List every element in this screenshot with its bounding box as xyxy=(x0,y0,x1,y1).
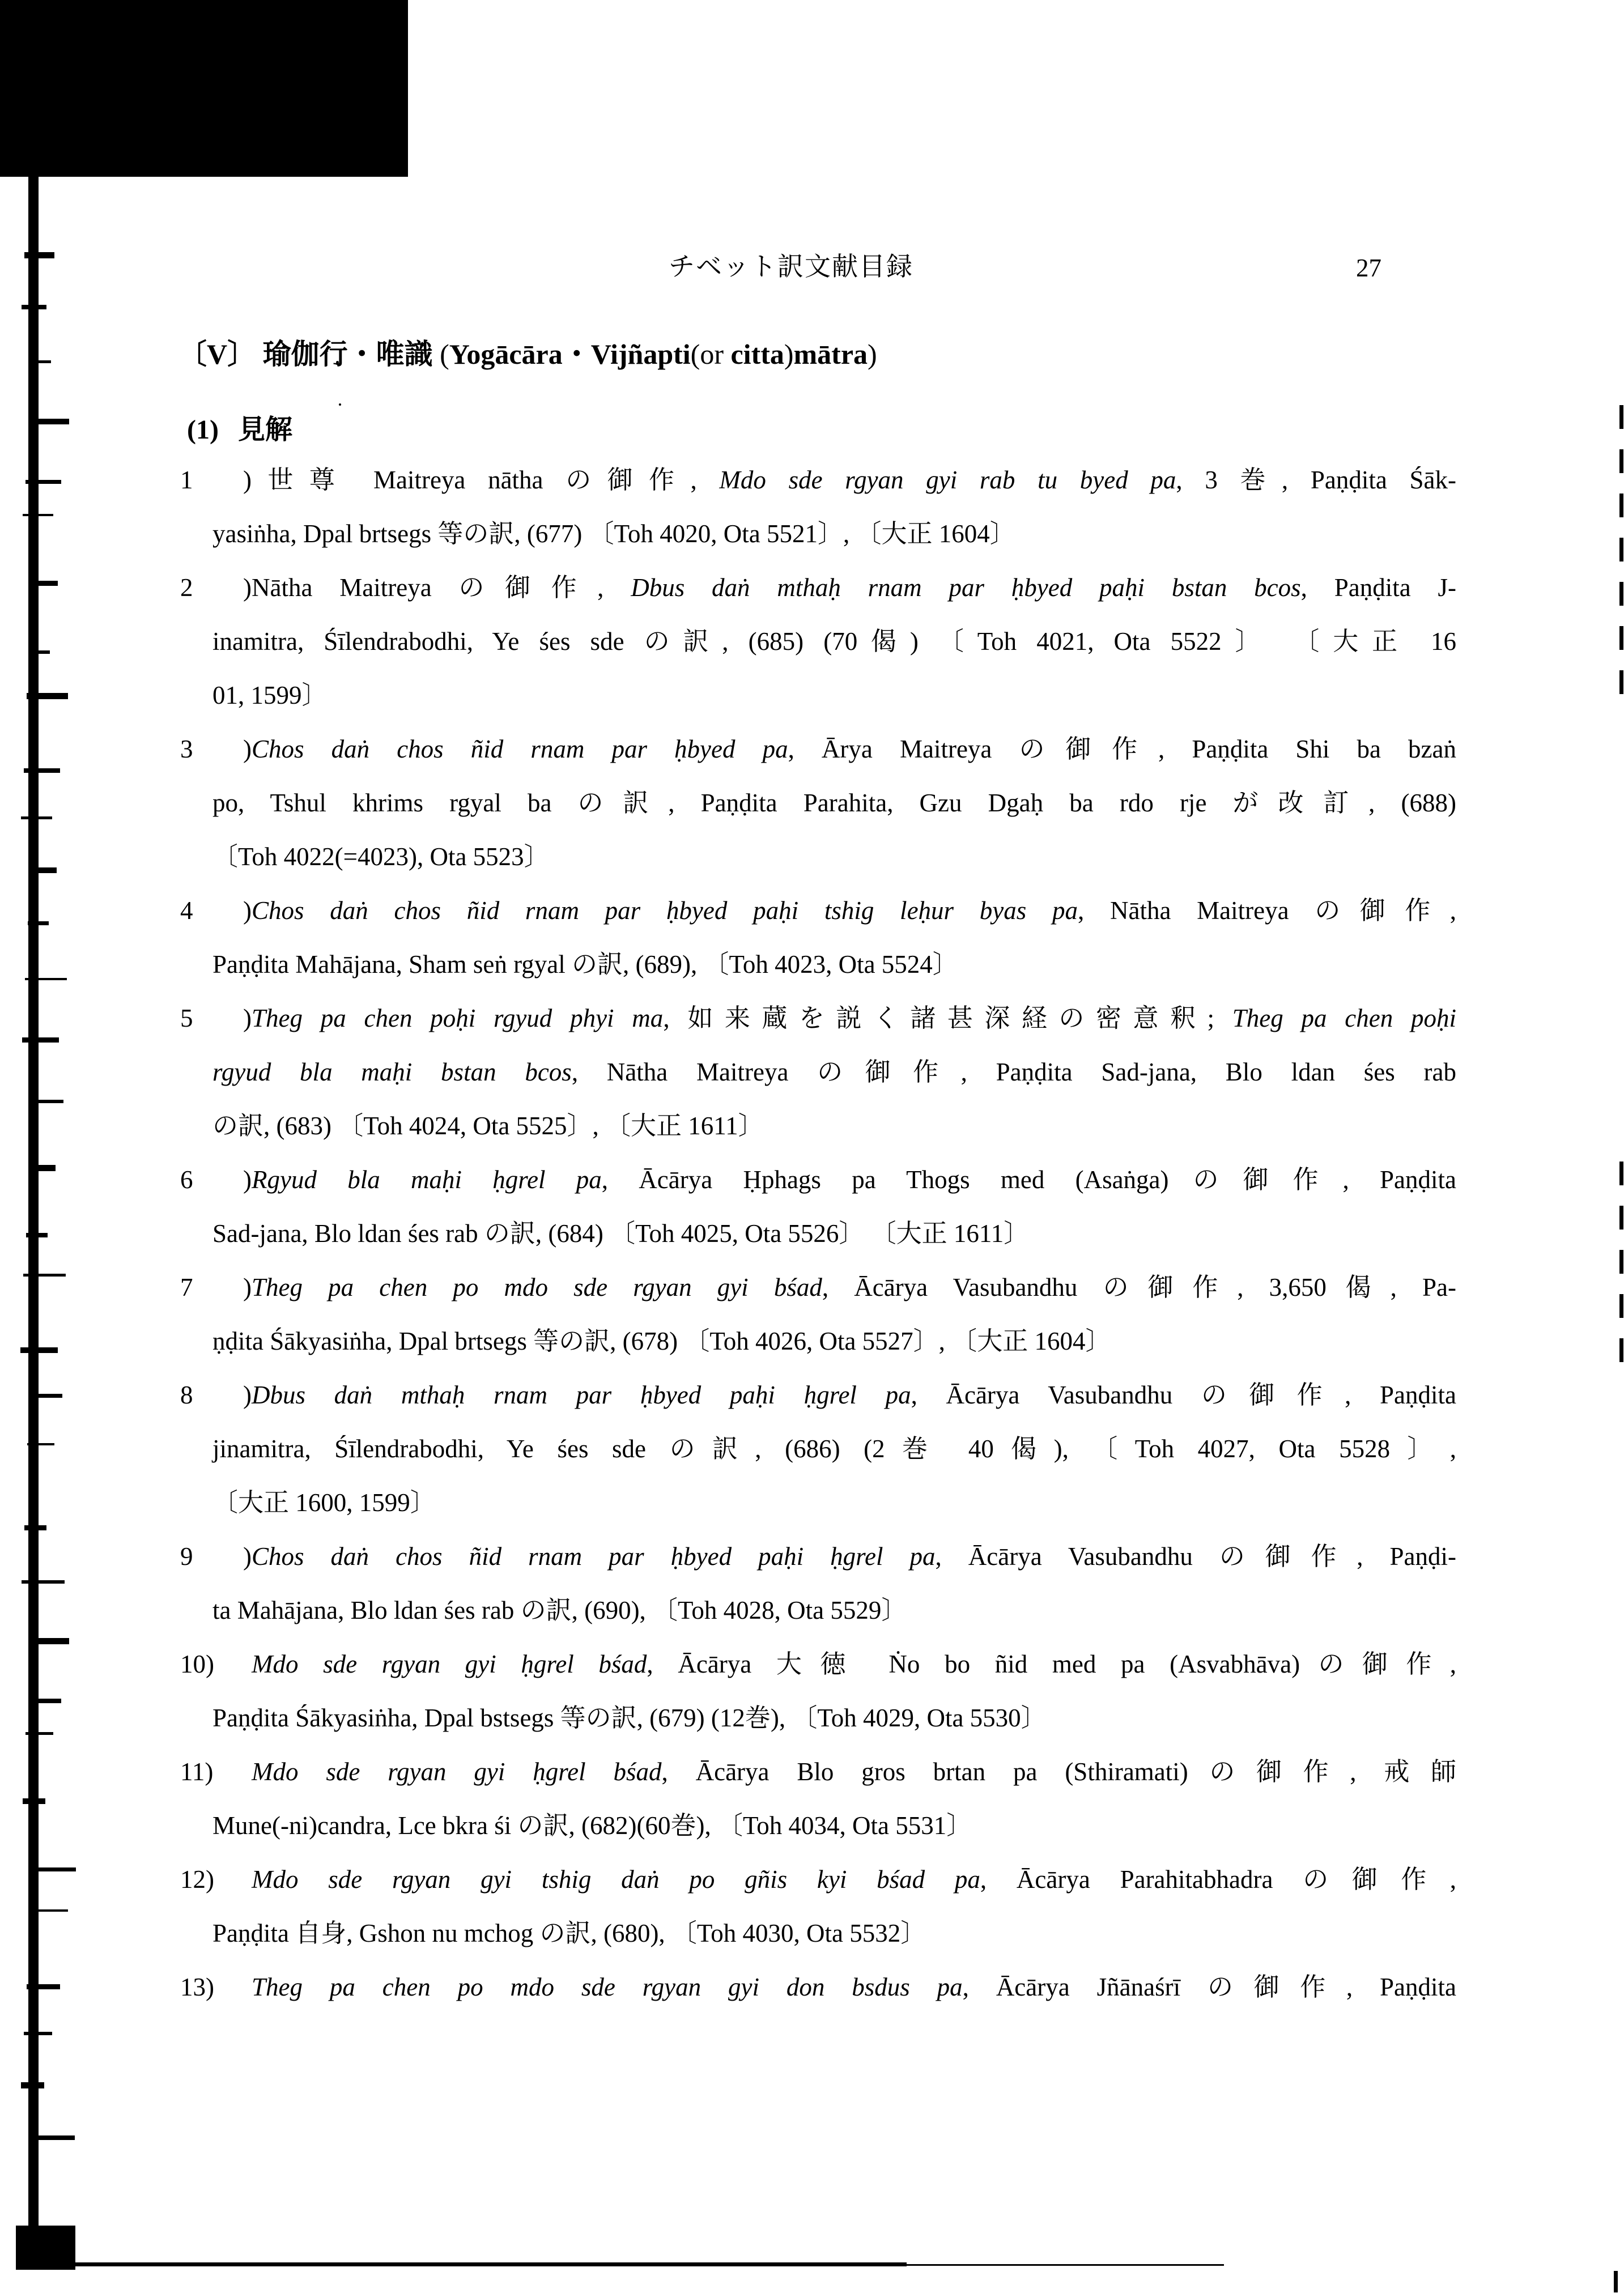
text-run: jinamitra, Śīlendrabodhi, Ye śes sde の訳, (686) (2巻 40偈), 〔Toh 4027, Ota 5528〕, xyxy=(212,1435,1456,1463)
text-run: , Ācārya Ḥphags pa Thogs med (Asaṅga)の御作, Paṇḍita xyxy=(601,1165,1456,1194)
bibliography-item xyxy=(180,1960,1457,2014)
text-run: , Ācārya Parahitabhadra の御作, xyxy=(980,1865,1456,1894)
text-run: ta Mahājana, Blo ldan śes rab の訳, (690), 〔Toh 4028, Ota 5529〕 xyxy=(212,1596,907,1624)
binding-tick xyxy=(24,1525,46,1530)
item-number: 8 ) xyxy=(180,1381,252,1409)
item-continuation-line xyxy=(212,1907,1456,1960)
text-run: Mune(-ni)candra, Lce bkra śi の訳, (682)(60巻), 〔Toh 4034, Ota 5531〕 xyxy=(212,1811,972,1840)
item-continuation-line xyxy=(212,1099,1456,1153)
text-run: の訳, (683) 〔Toh 4024, Ota 5525〕, 〔大正 1611〕 xyxy=(212,1112,764,1140)
item-first-line xyxy=(180,992,1456,1045)
item-first-line xyxy=(180,1368,1456,1422)
binding-tick xyxy=(28,921,49,925)
item-number: 6 ) xyxy=(180,1165,252,1194)
item-first-line xyxy=(180,1530,1456,1584)
text-run: yasiṅha, Dpal brtsegs 等の訳, (677) 〔Toh 4020, Ota 5521〕, 〔大正 1604〕 xyxy=(212,520,1015,548)
item-number: 4 ) xyxy=(180,896,252,925)
binding-tick xyxy=(31,1638,69,1644)
binding-tick xyxy=(25,1732,53,1735)
text-run: Nātha Maitreya の御作, xyxy=(252,573,631,602)
bibliography-item xyxy=(180,1368,1456,1530)
text-run: 〔Toh 4022(=4023), Ota 5523〕 xyxy=(212,843,550,871)
text-run: (or xyxy=(690,338,731,370)
text-run: ) xyxy=(784,338,794,370)
text-run: Mdo sde rgyan gyi ḥgrel bśad xyxy=(252,1650,647,1678)
text-run: po, Tshul khrims rgyal ba の訳, Paṇḍita Parahita, Gzu Dgaḥ ba rdo rje が改訂, (688) xyxy=(212,789,1456,817)
text-run: citta xyxy=(730,338,784,370)
text-run: , 如来蔵を説く諸甚深経の密意釈; xyxy=(663,1004,1232,1032)
page-number: 27 xyxy=(1356,254,1381,282)
item-first-line xyxy=(180,722,1457,776)
item-continuation-line xyxy=(212,669,1456,722)
item-first-line xyxy=(180,453,1456,507)
item-continuation-line xyxy=(212,507,1456,561)
item-first-line xyxy=(180,1853,1456,1907)
subsection-number: (1) xyxy=(187,415,219,445)
item-number: 13) xyxy=(180,1973,214,2001)
bibliography-item xyxy=(180,1853,1456,1960)
running-head-title: チベット訳文献目録 xyxy=(669,252,913,281)
page-bottom-edge-line xyxy=(17,2262,907,2266)
binding-tick xyxy=(29,1165,56,1171)
item-continuation-line xyxy=(212,1476,1456,1530)
binding-tick xyxy=(29,1909,68,1912)
item-continuation-line xyxy=(212,1045,1456,1099)
item-number: 10) xyxy=(180,1650,214,1678)
text-run: ( xyxy=(440,338,449,370)
binding-tick xyxy=(31,360,51,363)
binding-tick xyxy=(23,514,53,516)
bibliography-item xyxy=(180,722,1457,884)
item-continuation-line xyxy=(212,1691,1456,1745)
binding-tick xyxy=(29,650,50,654)
text-run: mātra xyxy=(793,338,868,370)
text-run: 世尊 Maitreya nātha の御作, xyxy=(252,466,720,494)
text-run: Rgyud bla maḥi ḥgrel pa xyxy=(252,1165,602,1194)
text-run: Sad-jana, Blo ldan śes rab の訳, (684) 〔Toh 4025, Ota 5526〕 〔大正 1611〕 xyxy=(212,1219,1030,1248)
item-number: 5 ) xyxy=(180,1004,252,1032)
binding-tick xyxy=(22,305,46,309)
binding-tick xyxy=(24,2032,52,2035)
text-run: 01, 1599〕 xyxy=(212,681,328,709)
item-continuation-line xyxy=(212,1584,1456,1637)
binding-tick xyxy=(30,1394,62,1398)
text-run: Chos daṅ chos ñid rnam par ḥbyed paḥi tshig leḥur byas pa xyxy=(252,896,1078,925)
text-run: Theg pa chen poḥi xyxy=(1232,1004,1456,1032)
text-run: Mdo sde rgyan gyi tshig daṅ po gñis kyi bśad pa xyxy=(252,1865,980,1894)
text-run: , Paṇḍita J- xyxy=(1300,573,1456,602)
item-number: 2 ) xyxy=(180,573,252,602)
text-run: Chos daṅ chos ñid rnam par ḥbyed pa xyxy=(252,735,788,763)
binding-tick xyxy=(30,125,70,130)
text-run: , Ācārya Blo gros brtan pa (Sthiramati)の御作, 戒師 xyxy=(661,1758,1457,1786)
bibliography-item xyxy=(180,1153,1456,1261)
text-run: ) xyxy=(868,338,877,370)
item-first-line xyxy=(180,1153,1456,1207)
item-number: 7 ) xyxy=(180,1273,252,1301)
text-run: , Ācārya 大徳 Ṅo bo ñid med pa (Asvabhāva)の御作, xyxy=(647,1650,1456,1678)
binding-spine-line xyxy=(28,164,39,2249)
text-run: , Nātha Maitreya の御作, Paṇḍita Sad-jana, Blo ldan śes rab xyxy=(571,1058,1456,1086)
text-run: Dbus daṅ mthaḥ rnam par ḥbyed paḥi bstan bcos xyxy=(631,573,1301,602)
page-bottom-edge-line-faint xyxy=(907,2264,1224,2266)
text-run: rgyud bla maḥi bstan bcos xyxy=(212,1058,572,1086)
binding-tick xyxy=(24,768,60,773)
binding-tick xyxy=(31,2135,75,2140)
text-run: , Ācārya Vasubandhu の御作, 3,650偈, Pa- xyxy=(822,1273,1457,1301)
binding-tick xyxy=(31,867,57,873)
binding-tick xyxy=(23,1274,66,1277)
bibliography-item xyxy=(180,561,1456,722)
text-run: ṇḍita Śākyasiṅha, Dpal brtsegs 等の訳, (678) 〔Toh 4026, Ota 5527〕, 〔大正 1604〕 xyxy=(212,1327,1111,1355)
item-continuation-line xyxy=(212,1422,1456,1476)
binding-tick xyxy=(26,1233,48,1237)
text-run: Mdo sde rgyan gyi rab tu byed pa xyxy=(719,466,1176,494)
binding-tick xyxy=(25,480,61,484)
text-run: Paṇḍita 自身, Gshon nu mchog の訳, (680), 〔Toh 4030, Ota 5532〕 xyxy=(212,1919,926,1947)
binding-tick xyxy=(27,693,68,699)
binding-tick xyxy=(28,1699,61,1703)
binding-shadow-top xyxy=(0,0,408,177)
item-number: 11) xyxy=(180,1758,214,1786)
binding-tick xyxy=(22,1037,59,1043)
text-run: Paṇḍita Śākyasiṅha, Dpal bstsegs 等の訳, (679) (12巻), 〔Toh 4029, Ota 5530〕 xyxy=(212,1704,1047,1732)
item-first-line xyxy=(180,1960,1457,2014)
item-first-line xyxy=(180,1261,1457,1314)
text-run: Chos daṅ chos ñid rnam par ḥbyed paḥi ḥgrel pa xyxy=(252,1542,936,1571)
item-continuation-line xyxy=(212,1799,1456,1853)
section-heading xyxy=(178,338,877,371)
binding-tick xyxy=(22,1580,65,1584)
binding-tick xyxy=(32,1100,63,1103)
item-number: 9 ) xyxy=(180,1542,252,1571)
item-continuation-line xyxy=(212,938,1456,992)
item-continuation-line xyxy=(212,776,1456,830)
bibliography-item xyxy=(180,1745,1457,1853)
binding-tick xyxy=(32,581,58,586)
item-continuation-line xyxy=(212,830,1456,884)
item-continuation-line xyxy=(212,615,1456,669)
page-corner-mark xyxy=(1614,2271,1618,2292)
binding-tick xyxy=(21,816,52,819)
binding-tick xyxy=(21,2082,44,2088)
subsection-title: 見解 xyxy=(237,415,292,445)
bibliography-item xyxy=(180,884,1456,992)
text-run: , 3 巻, Paṇḍita Śāk- xyxy=(1176,466,1456,494)
text-run: Theg pa chen po mdo sde rgyan gyi don bsdus pa xyxy=(252,1973,963,2001)
text-run: 〔V〕 瑜伽行・唯識 xyxy=(178,338,440,370)
item-number: 3 ) xyxy=(180,735,252,763)
text-run: 〔大正 1600, 1599〕 xyxy=(212,1488,436,1517)
text-run: inamitra, Śīlendrabodhi, Ye śes sde の訳, (685) (70偈) 〔Toh 4021, Ota 5522〕 〔大正 16 xyxy=(212,627,1456,656)
binding-tick xyxy=(27,1443,54,1445)
binding-tick xyxy=(25,978,67,980)
page-right-edge-marks xyxy=(1619,405,1623,703)
text-run: , Ācārya Vasubandhu の御作, Paṇḍi- xyxy=(935,1542,1456,1571)
page-right-edge-marks xyxy=(1619,1162,1623,1365)
item-first-line xyxy=(180,1637,1456,1691)
bibliography-item xyxy=(180,992,1456,1153)
scan-speck xyxy=(339,403,341,406)
binding-tick xyxy=(23,1798,45,1804)
text-run: Theg pa chen po mdo sde rgyan gyi bśad xyxy=(252,1273,822,1301)
text-run: Mdo sde rgyan gyi ḥgrel bśad xyxy=(252,1758,662,1786)
binding-tick xyxy=(24,252,54,258)
binding-tick xyxy=(27,172,62,176)
item-continuation-line xyxy=(212,1207,1456,1261)
text-run: , Ārya Maitreya の御作, Paṇḍita Shi ba bzaṅ xyxy=(788,735,1457,763)
bibliography-item xyxy=(180,1637,1456,1745)
bibliography-item xyxy=(180,453,1456,561)
text-run: , Ācārya Vasubandhu の御作, Paṇḍita xyxy=(911,1381,1456,1409)
text-run: Theg pa chen poḥi rgyud phyi ma xyxy=(252,1004,664,1032)
item-number: 1 ) xyxy=(180,466,252,494)
text-run: , Nātha Maitreya の御作, xyxy=(1078,896,1456,925)
binding-tick xyxy=(20,51,40,53)
item-continuation-line xyxy=(212,1314,1456,1368)
text-run: Yogācāra・Vijñapti xyxy=(449,338,691,370)
item-first-line xyxy=(180,884,1456,938)
bibliography-list xyxy=(180,453,1457,2014)
item-first-line xyxy=(180,1745,1457,1799)
text-run: Dbus daṅ mthaḥ rnam par ḥbyed paḥi ḥgrel pa xyxy=(252,1381,911,1409)
bibliography-item xyxy=(180,1261,1457,1368)
item-number: 12) xyxy=(180,1865,214,1894)
bibliography-item xyxy=(180,1530,1456,1637)
binding-tick xyxy=(32,1867,76,1871)
binding-tick xyxy=(28,419,69,424)
binding-tick xyxy=(20,1347,58,1353)
subsection-heading xyxy=(187,415,292,445)
text-run: , Ācārya Jñānaśrī の御作, Paṇḍita xyxy=(962,1973,1457,2001)
item-first-line xyxy=(180,561,1456,615)
text-run: Paṇḍita Mahājana, Sham seṅ rgyal の訳, (689), 〔Toh 4023, Ota 5524〕 xyxy=(212,950,958,979)
binding-tick xyxy=(27,1984,60,1989)
